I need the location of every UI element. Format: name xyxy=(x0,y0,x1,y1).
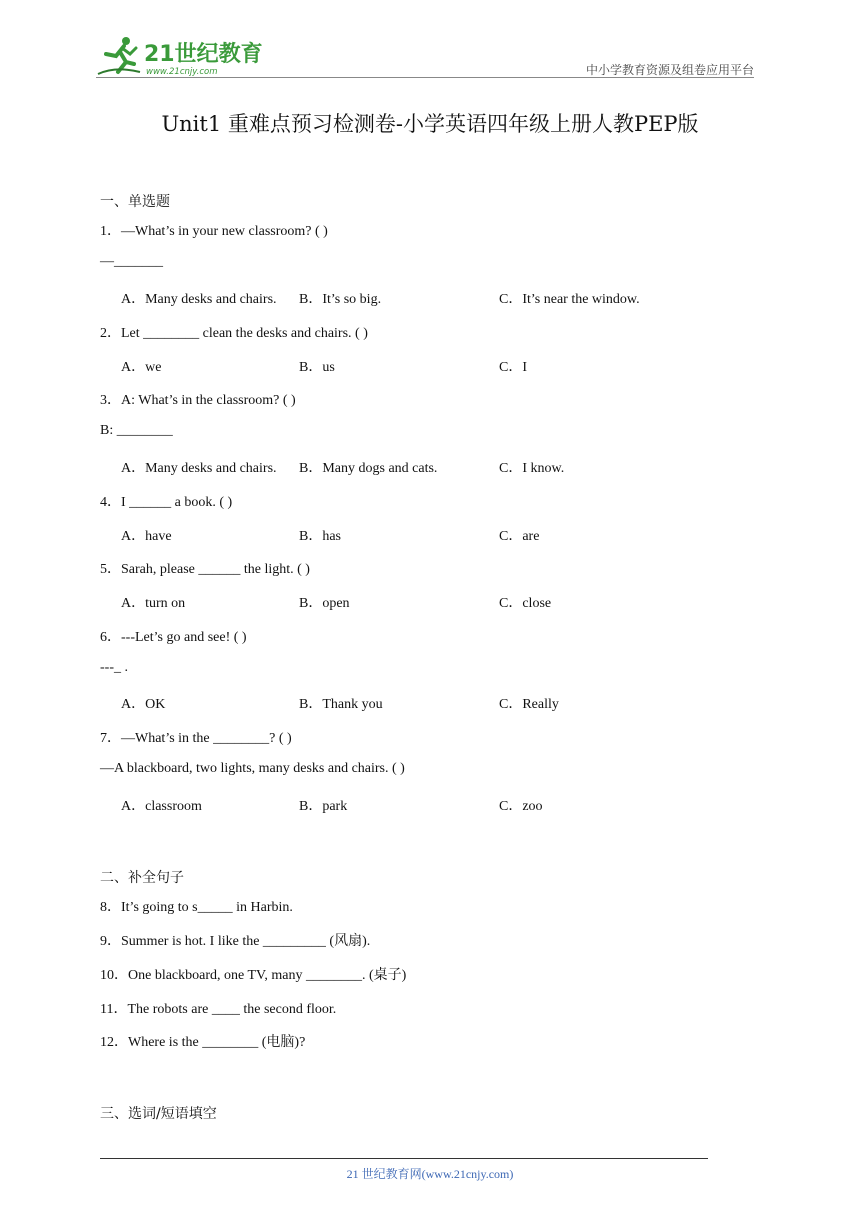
q6-option-a[interactable]: A．OK xyxy=(121,697,166,712)
q2-option-c[interactable]: C．I xyxy=(499,360,527,375)
header-divider xyxy=(96,77,754,78)
q5-option-c[interactable]: C．close xyxy=(499,596,552,611)
q6-stem: 6．---Let’s go and see! ( ) xyxy=(100,630,247,645)
q11-text: 11．The robots are ____ the second floor. xyxy=(100,1002,337,1017)
q7-option-c[interactable]: C．zoo xyxy=(499,799,543,814)
section-heading-1: 一、单选题 xyxy=(100,194,170,210)
q3-option-b[interactable]: B．Many dogs and cats. xyxy=(299,461,438,476)
footer-link[interactable]: 21 世纪教育网(www.21cnjy.com) xyxy=(346,1167,514,1181)
runner-icon xyxy=(98,37,140,74)
logo-url: www.21cnjy.com xyxy=(146,67,218,77)
page-title: Unit1 重难点预习检测卷-小学英语四年级上册人教PEP版 xyxy=(161,112,699,136)
q2-stem: 2．Let ________ clean the desks and chairs. ( ) xyxy=(100,326,368,341)
q6-option-c[interactable]: C．Really xyxy=(499,697,559,712)
q4-option-a[interactable]: A．have xyxy=(121,529,172,544)
q7-option-a[interactable]: A．classroom xyxy=(121,799,202,814)
q5-option-a[interactable]: A．turn on xyxy=(121,596,186,611)
site-logo xyxy=(96,34,266,78)
header-platform-text: 中小学教育资源及组卷应用平台 xyxy=(585,63,754,77)
section-heading-3: 三、选词/短语填空 xyxy=(100,1106,217,1122)
q4-stem: 4．I ______ a book. ( ) xyxy=(100,495,233,510)
q6-option-b[interactable]: B．Thank you xyxy=(299,697,383,712)
q1-option-b[interactable]: B．It’s so big. xyxy=(299,292,382,307)
q2-option-a[interactable]: A．we xyxy=(121,360,162,375)
q7-stem: 7．—What’s in the ________? ( ) xyxy=(100,731,292,746)
footer-divider xyxy=(100,1158,708,1159)
q1-answer-line: —_______ xyxy=(100,254,163,269)
q6-answer-line: ---_ . xyxy=(100,660,128,675)
q5-option-b[interactable]: B．open xyxy=(299,596,350,611)
q1-stem: 1．—What’s in your new classroom? ( ) xyxy=(100,224,328,239)
q4-option-c[interactable]: C．are xyxy=(499,529,540,544)
q8-text: 8．It’s going to s_____ in Harbin. xyxy=(100,900,293,915)
q3-option-a[interactable]: A．Many desks and chairs. xyxy=(121,461,277,476)
section-heading-2: 二、补全句子 xyxy=(100,870,184,886)
q3-answer-line: B: ________ xyxy=(100,423,173,438)
q12-text: 12．Where is the ________ (电脑)? xyxy=(100,1035,306,1050)
q1-option-c[interactable]: C．It’s near the window. xyxy=(499,292,640,307)
logo-text: 21世纪教育 xyxy=(144,42,263,67)
q9-text: 9．Summer is hot. I like the _________ (风扇). xyxy=(100,934,371,949)
q1-option-a[interactable]: A．Many desks and chairs. xyxy=(121,292,277,307)
q3-stem: 3．A: What’s in the classroom? ( ) xyxy=(100,393,296,408)
q3-option-c[interactable]: C．I know. xyxy=(499,461,565,476)
q4-option-b[interactable]: B．has xyxy=(299,529,341,544)
q7-option-b[interactable]: B．park xyxy=(299,799,348,814)
q5-stem: 5．Sarah, please ______ the light. ( ) xyxy=(100,562,310,577)
q10-text: 10．One blackboard, one TV, many ________. (桌子) xyxy=(100,968,407,983)
q7-answer-line: —A blackboard, two lights, many desks and chairs. ( ) xyxy=(100,761,405,776)
q2-option-b[interactable]: B．us xyxy=(299,360,335,375)
